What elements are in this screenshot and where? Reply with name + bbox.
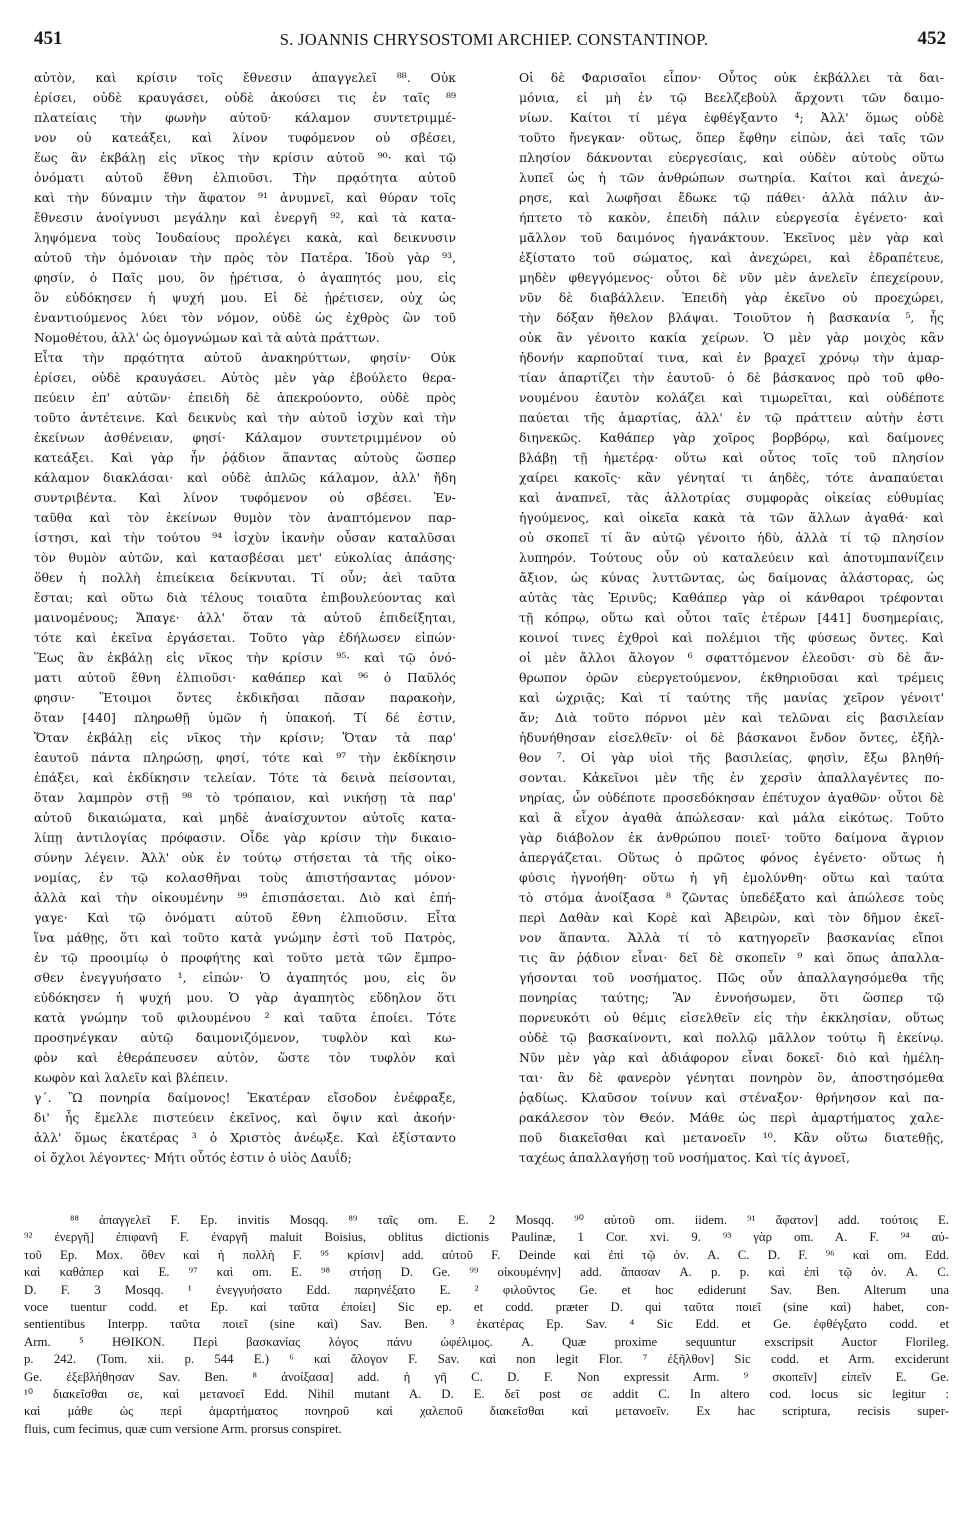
text-line: πονηρίας ταύτης; Ἂν ἐννοήσωμεν, ὅτι ὥσπερ τῷ xyxy=(519,990,944,1005)
text-line: τότε καὶ ἐκεῖνα ἐργάσεται. Τοῦτο γὰρ ἐδήλωσεν εἰπών· xyxy=(34,630,456,645)
footnote-line: ⁹² ἐνεργῆ] ἐπιφανῆ F. ἐναργῆ maluit Boisius, oblitus dictionis Paulinæ, 1 Cor. xvi. 9. ⁹³ γὰρ om. A. F. ⁹⁴ αὐ- xyxy=(24,1230,949,1245)
text-line: τοῦτο ἀντέτεινε. Καὶ δεικνὺς καὶ τὴν αὐτοῦ ἰσχὺν καὶ τὴν xyxy=(34,410,456,425)
text-line: ἐκείνων ἀσθένειαν, φησί· Κάλαμον συντετριμμένον οὐ xyxy=(34,430,456,445)
text-line: ἀπεργάζεται. Οὕτως ὁ πρῶτος φόνος ἐγένετο· οὕτως ἡ xyxy=(519,850,944,865)
text-line: νηρίας, ὧν οὐδέποτε προσεδόκησαν ἐπέτυχον ἀγαθῶν· οὗτοι δὲ xyxy=(519,790,944,805)
text-line: νῦν δὲ διαβάλλειν. Ἐπειδὴ γὰρ ἐκεῖνο οὐ προεχώρει, xyxy=(519,290,944,305)
text-line: νον ἅπαντα. Ἀλλὰ τί τὸ κατηγορεῖν βασκανίας εἴποι xyxy=(519,930,944,945)
text-line: Ἕως ἂν ἐκβάλῃ εἰς νῖκος τὴν κρίσιν ⁹⁵· καὶ τῷ ὀνό- xyxy=(34,650,456,665)
text-line: ὅταν [440] πληρωθῇ ὑμῶν ἡ ὑπακοή. Τί δέ ἐστιν, xyxy=(34,710,456,725)
text-line: ἵνα μάθῃς, ὅτι καὶ τοῦτο κατὰ γνώμην ἐστὶ τοῦ Πατρὸς, xyxy=(34,930,456,945)
text-line: θον ⁷. Οἱ γὰρ υἱοὶ τῆς βασιλείας, φησὶν, ἔξω βληθή- xyxy=(519,750,944,765)
text-line: ματι αὐτοῦ ἔθνη ἐλπιοῦσι· καθάπερ καὶ ⁹⁶ ὁ Παῦλός xyxy=(34,670,456,685)
footnote-line: καὶ καθάπερ καὶ E. ⁹⁷ καὶ om. E. ⁹⁸ στήσῃ D. Ge. ⁹⁹ οἰκουμένην] add. ἅπασαν A. p. p. καὶ ἐπὶ τῷ ὀν. A. C. xyxy=(24,1265,949,1280)
text-line: ἐρίσει, οὐδὲ κραυγάσει, οὐδὲ ἀκούσει τις ἐν ταῖς ⁸⁹ xyxy=(34,90,456,105)
text-line: καὶ ἃ εἶχον ἀγαθὰ ἀπώλεσαν· καὶ μάλα εἰκότως. Τοῦτο xyxy=(519,810,944,825)
text-line: ἐξίστατο τοῦ σώματος, καὶ ἀνεχώρει, καὶ ἐδραπέτευε, xyxy=(519,250,944,265)
text-line: βλάβῃ τῇ ἡμετέρᾳ· οὕτω καὶ οὗτος τοῖς τοῦ πλησίον xyxy=(519,450,944,465)
text-line: ἠδυνήθησαν εἰσελθεῖν· οἱ δὲ βάσκανοι ἔνδον ὄντες, ἐξῆλ- xyxy=(519,730,944,745)
text-line: οὐκ ἂν γένοιτο κακία χείρων. Ὁ μὲν γὰρ μοιχὸς κἂν xyxy=(519,330,944,345)
text-line: φὸν καὶ ἐθεράπευσεν αὐτὸν, ὥστε τὸν τυφλὸν καὶ xyxy=(34,1050,456,1065)
text-line: τὸν θυμὸν αὐτῶν, καὶ κατασβέσαι μετ' εὐκολίας ἁπάσης· xyxy=(34,550,456,565)
text-line: καὶ τὴν δύναμιν τὴν ἄφατον ⁹¹ ἀνυμνεῖ, καὶ θύραν τοῖς xyxy=(34,190,456,205)
text-line: φησιν· Ἕτοιμοι ὄντες ἐκδικῆσαι πᾶσαν παρακοὴν, xyxy=(34,690,456,705)
text-line: αὐτοῦ τὴν ὁμόνοιαν τὴν πρὸς τὸν Πατέρα. Ἰδοὺ γὰρ ⁹³, xyxy=(34,250,456,265)
text-line: ίστησι, καὶ τὴν τούτου ⁹⁴ ἰσχὺν ἱκανὴν οὖσαν καταλῦσαι xyxy=(34,530,456,545)
text-line: ἕως ἂν ἐκβάλῃ εἰς νῖκος τὴν κρίσιν αὐτοῦ ⁹⁰· καὶ τῷ xyxy=(34,150,456,165)
right-text-column xyxy=(519,68,944,1168)
text-line: ταχέως ἀπαλλαγήσῃ τοῦ νοσήματος. Καὶ τίς ἀγνοεῖ, xyxy=(519,1150,850,1165)
text-line: ποῦ διακεῖσθαι καὶ μετανοεῖν ¹⁰. Κἂν οὕτω διατεθῇς, xyxy=(519,1130,944,1145)
text-line: πλησίον δάκνονται εὐεργεσίαις, καὶ οὐδὲν αὐτοὺς οὕτω xyxy=(519,150,944,165)
text-line: νίων. Καίτοι τί μέγα ἐφθέγξαντο ⁴; Ἀλλ' ὅμως οὐδὲ xyxy=(519,110,944,125)
text-line: ἐρίσει, οὐδὲ κραυγάσει. Αὐτὸς μὲν γὰρ ἐβούλετο θερα- xyxy=(34,370,456,385)
page-number-right: 452 xyxy=(917,28,946,49)
footnote-line: voce tuentur codd. et Ep. καὶ ταῦτα ἐποίει] Sic ep. et codd. præter D. qui ταῦτα ποιεῖ (sine καὶ) habet, con- xyxy=(24,1299,949,1314)
text-line: αὐτοῦ δικαιώματα, καὶ μηδὲ ἀναίσχυντον αὐτοῖς κατα- xyxy=(34,810,456,825)
text-line: κάλαμον διακλάσαι· καὶ οὐδὲ ἁπλῶς κάλαμον, ἀλλ' ἤδη xyxy=(34,470,456,485)
text-line: φησίν, ὁ Παῖς μου, ὃν ᾑρέτισα, ὁ ἀγαπητός μου, εἰς xyxy=(34,270,456,285)
text-line: ἄν; Διὰ τοῦτο πόρνοι μὲν καὶ τελῶναι εἰς βασιλείαν xyxy=(519,710,944,725)
text-line: ρησε, καὶ λωφῆσαι ἔδωκε τῷ πάθει· ἀλλὰ πάλιν ἀν- xyxy=(519,190,944,205)
text-line: μόνια, εἰ μὴ ἐν τῷ Βεελζεβοὺλ ἄρχοντι τῶν δαιμο- xyxy=(519,90,944,105)
footnote-line: sentientibus Interpp. ταῦτα ποιεῖ (sine καὶ) Sav. Ben. ³ ἑκατέρας Ep. Sav. ⁴ Sic Edd. et Ge. ἐφθέγξατο codd. et xyxy=(24,1317,949,1332)
text-line: μαινομένους; Ἄπαγε· ἀλλ' ὅταν τὰ αὐτοῦ ἐπιδείξηται, xyxy=(34,610,456,625)
text-line: ἔθνεσιν ἀνοίγνυσι μεγάλην καὶ ἐνεργῆ ⁹², καὶ τὰ κατα- xyxy=(34,210,456,225)
text-line: τὸ στόμα ἀνοίξασα ⁸ ζῶντας ὑπεδέξατο καὶ ἀπώλεσε τοὺς xyxy=(519,890,944,905)
text-line: οἱ μὲν ἄλλοι ἄλογον ⁶ σφαττόμενον ἐλεοῦσι· σὺ δὲ ἄν- xyxy=(519,650,944,665)
text-line: ται· ἂν δὲ φανερὸν γένηται πονηρὸν ὂν, ἀποστησόμεθα xyxy=(519,1070,944,1085)
text-line: πορνευκότι οὐ θέμις εἰσελθεῖν εἰς τὴν ἐκκλησίαν, οὕτως xyxy=(519,1010,944,1025)
text-line: γὰρ διάβολον ἐκ ἀνθρώπου ποιεῖ· τοῦτο δαίμονα ἄγριον xyxy=(519,830,944,845)
text-line: οὐ σκοπεῖ τί ἂν αὐτῷ γένοιτο ἡδὺ, ἀλλὰ τί τῷ πλησίον xyxy=(519,530,944,545)
text-line: διηνεκῶς. Καθάπερ γὰρ χοῖρος βορβόρῳ, καὶ δαίμονες xyxy=(519,430,944,445)
text-line: Νομοθέτου, ἀλλ' ὡς ὁμογνώμων καὶ τὰ αὐτὰ πράττων. xyxy=(34,330,380,345)
text-line: ἡδονήν καρποῦταί τινα, καὶ ἐν βραχεῖ χρόνῳ τὴν ἁμαρ- xyxy=(519,350,944,365)
text-line: ἡγούμενος, καὶ οἰκεῖα κακὰ τὰ τῶν ἄλλων ἀγαθά· καὶ xyxy=(519,510,944,525)
text-line: νον οὐ κατεάξει, καὶ λίνον τυφόμενον οὐ σβέσει, xyxy=(34,130,456,145)
text-line: Ὅταν ἐκβάλῃ εἰς νῖκος τὴν κρίσιν; Ὅταν τὰ παρ' xyxy=(34,730,456,745)
running-head xyxy=(24,20,954,60)
text-line: γ΄. Ὢ πονηρία δαίμονος! Ἑκατέραν εἴσοδον ἐνέφραξε, xyxy=(34,1090,456,1105)
text-line: ὅθεν ἡ πολλὴ ἐπιείκεια δείκνυται. Τί οὖν; ἀεὶ ταῦτα xyxy=(34,570,456,585)
footnote-line: D. F. 3 Mosqq. ¹ ἐνεγγυήσατο Edd. παρηνέξατο E. ² φιλοῦντος Ge. et hoc ediderunt Sav. Ben. Alterum una xyxy=(24,1282,949,1297)
text-line: τίαν ἀπαρτίζει τὴν ἑαυτοῦ· ὁ δὲ βάσκανος πρὸ τοῦ φθο- xyxy=(519,370,944,385)
text-line: γαγε· Καὶ τῷ ὀνόματι αὐτοῦ ἔθνη ἐλπιοῦσιν. Εἶτα xyxy=(34,910,456,925)
text-line: λυπηρόν. Τούτους οὖν οὐ καταλεύειν καὶ ἀποτυμπανίζειν xyxy=(519,550,944,565)
text-line: θρωπον ὁρῶν εὐεργετούμενον, ἐκθηριοῦσαι καὶ τρέμεις xyxy=(519,670,944,685)
text-line: τῇ κόπρῳ, οὕτω καὶ οὗτοι ταῖς ἑτέρων [441] δυσημερίαις, xyxy=(519,610,944,625)
text-line: ἀλλὰ καὶ τὴν οἰκουμένην ⁹⁹ ἐπισπάσεται. Διὸ καὶ ἐπή- xyxy=(34,890,456,905)
footnote-line: Arm. ⁵ ΗΘΙΚΟΝ. Περὶ βασκανίας λόγος πάνυ ὠφέλιμος. A. Quæ proxime sequuntur exscripsit Auctor Florileg. xyxy=(24,1334,949,1349)
text-line: τὴν δόξαν ἤθελον βλάψαι. Τοιοῦτον ἡ βασκανία ⁵, ἧς xyxy=(519,310,944,325)
text-line: αὐτὸν, καὶ κρίσιν τοῖς ἔθνεσιν ἀπαγγελεῖ ⁸⁸. Οὐκ xyxy=(34,70,456,85)
text-line: κοινοί τινες ἐχθροὶ καὶ πολέμιοι τῆς φύσεως ὄντες. Καὶ xyxy=(519,630,944,645)
text-line: ἔσται; καὶ οὕτω διὰ τέλους τοιαῦτα ἐπιβουλεύοντας καὶ xyxy=(34,590,456,605)
text-line: ρακάλεσον τὸν Θεόν. Μάθε ὡς περὶ ἁμαρτήματος χαλε- xyxy=(519,1110,944,1125)
text-line: Οἱ δὲ Φαρισαῖοι εἶπον· Οὗτος οὐκ ἐκβάλλει τὰ δαι- xyxy=(519,70,944,85)
footnote-line: p. 242. (Tom. xii. p. 544 E.) ⁶ καὶ ἄλογον F. Sav. καὶ non legit Flor. ⁷ ἐξῆλθον] Sic codd. et Arm. exciderunt xyxy=(24,1352,949,1367)
footnotes xyxy=(24,1212,949,1438)
text-line: προσηνέγκαν αὐτῷ δαιμονιζόμενον, τυφλὸν καὶ κω- xyxy=(34,1030,456,1045)
text-line: λυπεῖ ὡς ἡ τῶν ἀνθρώπων σωτηρία. Καίτοι καὶ ἀνεχώ- xyxy=(519,170,944,185)
text-line: ἀλλ' ὅμως ἑκατέρας ³ ὁ Χριστὸς ἀνέῳξε. Καὶ ἐξίσταντο xyxy=(34,1130,456,1145)
page-number-left: 451 xyxy=(34,28,63,49)
text-line: καὶ ἀναπνεῖ, τὰς ἀλλοτρίας συμφορὰς οἰκείας εὐθυμίας xyxy=(519,490,944,505)
text-line: ληψόμενα τοὺς Ἰουδαίους προλέγει κακὰ, καὶ δεικνυσιν xyxy=(34,230,456,245)
footnote-line: Ge. ἐξεβλήθησαν Sav. Ben. ⁸ ἀνοίξασα] add. ἡ γῆ C. D. F. Non expressit Arm. ⁹ σκοπεῖν] εἰπεῖν E. Ge. xyxy=(24,1369,949,1384)
footnote-line: fluis, cum fecimus, quæ cum versione Arm. prorsus conspiret. xyxy=(24,1421,342,1436)
text-line: γήσονται τοῦ νοσήματος. Πῶς οὖν ἀπαλλαγησόμεθα τῆς xyxy=(519,970,944,985)
text-line: ῥᾳδίως. Κλαῦσον τοίνυν καὶ στέναξον· θρήνησον καὶ πα- xyxy=(519,1090,944,1105)
text-line: ἐναντιούμενος λύει τὸν νόμον, οὐδὲ ὡς ἐχθρὸς ὢν τοῦ xyxy=(34,310,456,325)
text-line: δι' ἧς ἔμελλε πιστεύειν ἐκεῖνος, καὶ ὄψιν καὶ ἀκοήν· xyxy=(34,1110,456,1125)
text-line: παύεται τῆς ἁμαρτίας, ἀλλ' ἐν τῷ πράττειν αὐτὴν ἐστι xyxy=(519,410,944,425)
text-line: σονται. Κἀκεῖνοι μὲν τῆς ἐν χερσὶν ἀπαλλαγέντες πο- xyxy=(519,770,944,785)
text-line: ταῦθα καὶ τὸν ἐκείνων θυμὸν τὸν ἀναπτόμενον παρ- xyxy=(34,510,456,525)
text-line: αὐτὰς τὰς Ἐρινῦς; Καθάπερ γὰρ οἱ κάνθαροι τρέφονται xyxy=(519,590,944,605)
text-line: ὀνόματι αὐτοῦ ἔθνη ἐλπιοῦσι. Τὴν πρᾳότητα αὐτοῦ xyxy=(34,170,456,185)
running-title: S. JOANNIS CHRYSOSTOMI ARCHIEP. CONSTANTINOP. xyxy=(279,30,709,49)
text-line: κατεάξει. Καὶ γὰρ ἦν ῥᾴδιον ἅπαντας αὐτοὺς ὥσπερ xyxy=(34,450,456,465)
left-text-column xyxy=(34,68,456,1168)
text-line: κωφὸν καὶ λαλεῖν καὶ βλέπειν. xyxy=(34,1070,229,1085)
text-line: μηδὲν φθεγγόμενος· οὗτοι δὲ νῦν μὲν ἀνελεῖν ἐπεχείρουν, xyxy=(519,270,944,285)
text-line: τις ἂν ῥᾴδιον εἶναι· δεῖ δὲ σκοπεῖν ⁹ καὶ ὅπως ἀπαλλα- xyxy=(519,950,944,965)
text-line: νουμένου ἑαυτὸν κολάζει καὶ τιμωρεῖται, καὶ οὐδέποτε xyxy=(519,390,944,405)
footnote-line: καὶ μάθε ὡς περὶ ἁμαρτήματος πονηροῦ καὶ χαλεποῦ διακεῖσθαι καὶ μετανοεῖν. Ex hac scriptura, recisis super- xyxy=(24,1404,949,1419)
text-line: πεύειν ἐπ' αὐτῶν· ἐπειδὴ δὲ ἀπεκρούοντο, οὐδὲ πρὸς xyxy=(34,390,456,405)
text-line: ὃν εὐδόκησεν ἡ ψυχή μου. Εἰ δὲ ᾑρέτισεν, οὐχ ὡς xyxy=(34,290,456,305)
text-line: ἐπάξει, καὶ ἐκδίκησιν τελείαν. Τότε τὰ δεινὰ πείσονται, xyxy=(34,770,456,785)
text-line: κατὰ γνώμην τοῦ φιλουμένου ² καὶ ταῦτα ἐποίει. Τότε xyxy=(34,1010,456,1025)
text-line: τοῦτο ἤνεγκαν· οὕτως, ὅπερ ἔφθην εἰπὼν, ἀεὶ ταῖς τῶν xyxy=(519,130,944,145)
text-line: χαίρει κακοῖς· κἂν γένηταί τι ἀηδὲς, τότε ἀναπαύεται xyxy=(519,470,944,485)
footnote-line: τοῦ Ep. Mox. ὅθεν καὶ ἡ πολλὴ F. ⁹⁵ κρίσιν] add. αὐτοῦ F. Deinde καὶ ἐπὶ τῷ ὀν. A. C. D. F. ⁹⁶ καὶ om. Edd. xyxy=(24,1247,949,1262)
text-line: νομίας, ἐν τῷ κολασθῆναι τοὺς ἀπιστήσαντας μόνον· xyxy=(34,870,456,885)
footnote-line: ⁸⁸ ἀπαγγελεῖ F. Ep. invitis Mosqq. ⁸⁹ ταῖς om. E. 2 Mosqq. ⁹⁰ αὐτοῦ om. iidem. ⁹¹ ἄφατον] add. τούτοις E. xyxy=(70,1213,949,1227)
text-line: συντριβέντα. Καὶ λίνον τυφόμενον οὐ σβέσει. Ἐν- xyxy=(34,490,456,505)
text-line: πλατείαις τὴν φωνὴν αὐτοῦ· κάλαμον συντετριμμέ- xyxy=(34,110,456,125)
text-line: ἑαυτοῦ πάντα πληρώσῃ, φησί, τότε καὶ ⁹⁷ τὴν ἐκδίκησιν xyxy=(34,750,456,765)
text-line: Εἶτα τὴν πρᾳότητα αὐτοῦ ἀνακηρύττων, φησίν· Οὐκ xyxy=(34,350,456,365)
text-line: εὐδόκησεν ἡ ψυχή μου. Ὁ γὰρ ἀγαπητὸς εὔδηλον ὅτι xyxy=(34,990,456,1005)
text-line: ὅταν λαμπρὸν στῇ ⁹⁸ τὸ τρόπαιον, καὶ νικήσῃ τὰ παρ' xyxy=(34,790,456,805)
text-line: μᾶλλον τοῦ δαιμόνος ἠγανάκτουν. Ἐκεῖνος μὲν γὰρ καὶ xyxy=(519,230,944,245)
text-line: φύσις ἠγνοήθη· οὕτω ἡ γῆ ἐμολύνθη· οὕτω καὶ ταύτα xyxy=(519,870,944,885)
text-line: λίπῃ ἀντιλογίας πρόφασιν. Οἶδε γὰρ κρίσιν τὴν δικαιο- xyxy=(34,830,456,845)
text-line: καὶ ὠχριᾷς; Καὶ τί ταύτης τῆς μανίας χεῖρον γένοιτ' xyxy=(519,690,944,705)
text-line: οὐδὲ τῷ βασκαίνοντι, καὶ πολλῷ μᾶλλον τούτῳ ἢ ἐκείνῳ. xyxy=(519,1030,944,1045)
text-line: ἐν τῷ προοιμίῳ ὁ προφήτης καὶ τοῦτο μετὰ τῶν ἔμπρο- xyxy=(34,950,456,965)
text-line: ἄξιον, ὡς κύνας λυττῶντας, ὡς δαίμονας ἀλάστορας, ὡς xyxy=(519,570,944,585)
text-line: ήπτετο τὸ κακὸν, ἐπειδὴ πάλιν εὐεργεσία ἐγένετο· καὶ xyxy=(519,210,944,225)
text-line: σύνην λέγειν. Ἀλλ' οὐκ ἐν τούτῳ στήσεται τὰ τῆς οἰκο- xyxy=(34,850,456,865)
text-line: σθεν ἐνεγγυήσατο ¹, εἰπών· Ὁ ἀγαπητός μου, εἰς ὃν xyxy=(34,970,456,985)
text-line: Νῦν μὲν γὰρ καὶ ἀδιάφορον εἶναι δοκεῖ· διὸ καὶ ἠμέλη- xyxy=(519,1050,944,1065)
footnote-line: ¹⁰ διακεῖσθαι σε, καὶ μετανοεῖ Edd. Nihil mutant A. D. E. δεῖ post σε addit C. In altero cod. locus sic legitur : xyxy=(24,1386,949,1401)
text-line: οἱ ὄχλοι λέγοντες· Μήτι οὗτός ἐστιν ὁ υἱὸς Δαυΐδ; xyxy=(34,1150,352,1165)
text-line: περὶ Δαθὰν καὶ Κορὲ καὶ Ἀβειρὼν, καὶ τὸν δῆμον ἐκεῖ- xyxy=(519,910,944,925)
